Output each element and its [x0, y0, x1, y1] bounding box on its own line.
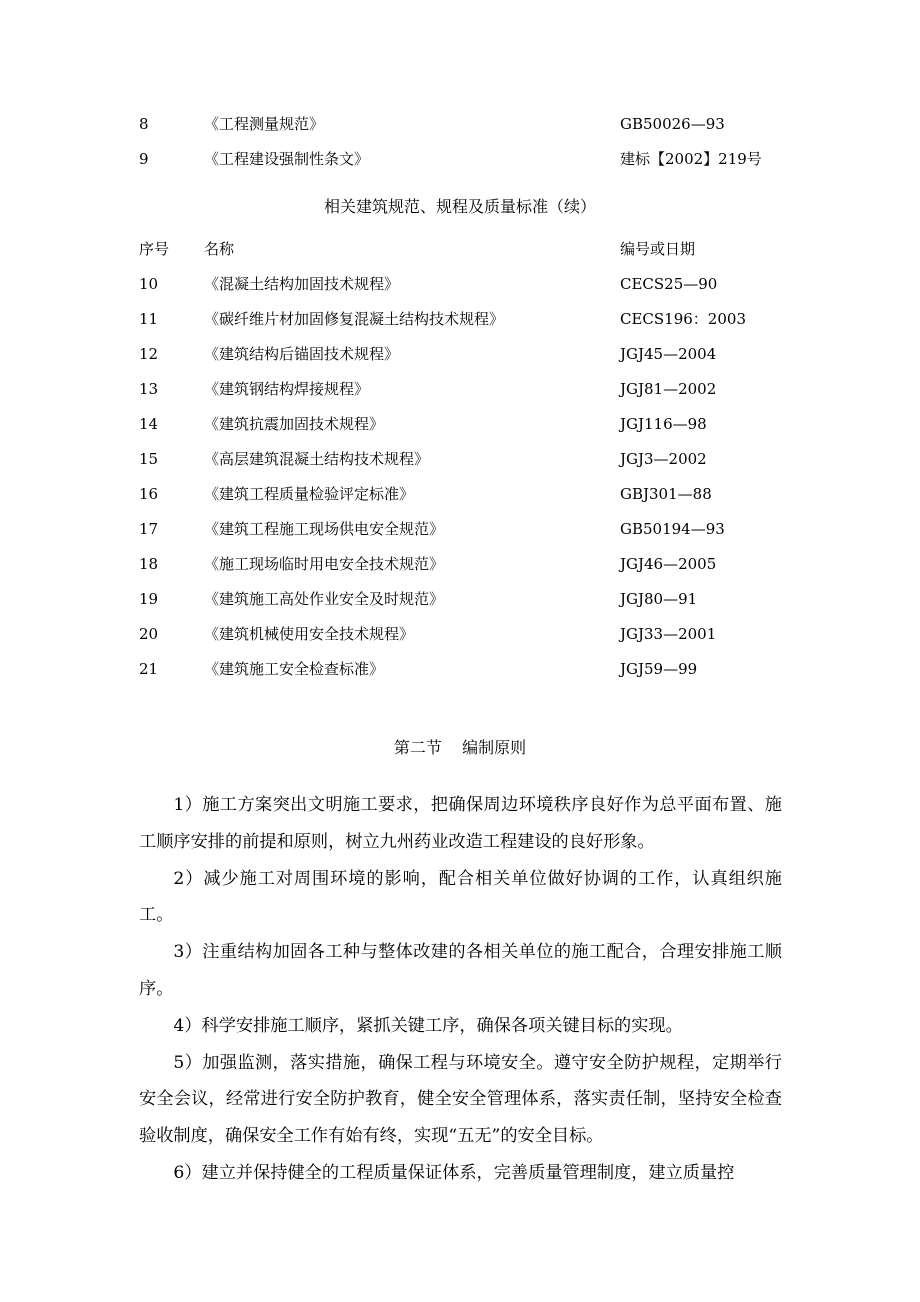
table-row	[0, 377, 920, 401]
row-number: 11	[139, 310, 159, 328]
table-row	[0, 342, 920, 366]
row-code: CECS196：2003	[620, 310, 746, 328]
row-code: GB50194—93	[620, 520, 725, 538]
row-number: 19	[139, 590, 159, 608]
row-number: 18	[139, 555, 159, 573]
row-code: CECS25—90	[620, 275, 718, 293]
row-name: 《建筑工程质量检验评定标准》	[204, 485, 415, 503]
row-code: JGJ45—2004	[620, 345, 717, 363]
row-code: JGJ116—98	[620, 415, 707, 433]
row-name: 《施工现场临时用电安全技术规范》	[204, 555, 445, 573]
table-row	[0, 147, 920, 171]
row-code: JGJ59—99	[620, 660, 698, 678]
table-row	[0, 412, 920, 436]
row-code: GBJ301—88	[620, 485, 712, 503]
row-name: 《工程建设强制性条文》	[204, 150, 370, 168]
header-name: 名称	[204, 240, 235, 258]
paragraph: 3）注重结构加固各工种与整体改建的各相关单位的施工配合，合理安排施工顺序。	[139, 942, 782, 999]
row-name: 《建筑施工安全检查标准》	[204, 660, 385, 678]
row-number: 8	[139, 115, 149, 133]
table-row	[0, 482, 920, 506]
section-heading: 第二节 编制原则	[393, 738, 527, 757]
paragraph: 1）施工方案突出文明施工要求，把确保周边环境秩序良好作为总平面布置、施工顺序安排的前提和原则，树立九州药业改造工程建设的良好形象。	[139, 795, 782, 852]
row-number: 17	[139, 520, 159, 538]
row-code: JGJ46—2005	[620, 555, 717, 573]
table-row	[0, 307, 920, 331]
row-code: JGJ80—91	[620, 590, 698, 608]
table-row	[0, 657, 920, 681]
row-number: 10	[139, 275, 159, 293]
row-code: 建标【2002】219号	[620, 150, 762, 168]
row-name: 《碳纤维片材加固修复混凝土结构技术规程》	[204, 310, 505, 328]
row-name: 《建筑结构后锚固技术规程》	[204, 345, 400, 363]
row-name: 《混凝土结构加固技术规程》	[204, 275, 400, 293]
row-name: 《建筑施工高处作业安全及时规范》	[204, 590, 445, 608]
row-number: 21	[139, 660, 159, 678]
row-number: 9	[139, 150, 149, 168]
row-name: 《建筑工程施工现场供电安全规范》	[204, 520, 445, 538]
table-row	[0, 587, 920, 611]
row-name: 《建筑抗震加固技术规程》	[204, 415, 385, 433]
row-number: 12	[139, 345, 159, 363]
table-row	[0, 112, 920, 136]
table-row	[0, 552, 920, 576]
row-number: 16	[139, 485, 159, 503]
row-number: 15	[139, 450, 159, 468]
row-code: JGJ81—2002	[620, 380, 717, 398]
table-row	[0, 517, 920, 541]
table-row	[0, 622, 920, 646]
paragraph: 4）科学安排施工顺序，紧抓关键工序，确保各项关键目标的实现。	[173, 1015, 683, 1036]
table-row	[0, 447, 920, 471]
table-row	[0, 272, 920, 296]
row-name: 《建筑钢结构焊接规程》	[204, 380, 370, 398]
table-header	[0, 237, 920, 261]
paragraph: 5）加强监测，落实措施，确保工程与环境安全。遵守安全防护规程，定期举行安全会议，经常进行安全防护教育，健全安全管理体系，落实责任制，坚持安全检查验收制度，确保安全工作有始有终，实现“五无”的安全目标。	[139, 1052, 782, 1147]
row-name: 《建筑机械使用安全技术规程》	[204, 625, 415, 643]
row-name: 《高层建筑混凝土结构技术规程》	[204, 450, 430, 468]
row-code: JGJ3—2002	[620, 450, 707, 468]
body-text	[139, 787, 782, 1192]
paragraph: 6）建立并保持健全的工程质量保证体系，完善质量管理制度，建立质量控	[173, 1162, 735, 1183]
row-number: 20	[139, 625, 159, 643]
header-code: 编号或日期	[620, 240, 696, 258]
row-name: 《工程测量规范》	[204, 115, 325, 133]
row-number: 13	[139, 380, 159, 398]
table-title: 相关建筑规范、规程及质量标准（续）	[323, 197, 596, 216]
row-code: JGJ33—2001	[620, 625, 717, 643]
row-number: 14	[139, 415, 159, 433]
row-code: GB50026—93	[620, 115, 725, 133]
header-number: 序号	[139, 240, 170, 258]
paragraph: 2）减少施工对周围环境的影响，配合相关单位做好协调的工作，认真组织施工。	[139, 868, 782, 926]
